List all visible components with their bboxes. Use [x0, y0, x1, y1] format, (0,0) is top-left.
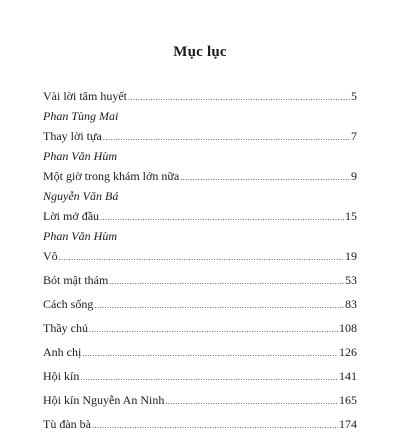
toc-entry-title: Bót mật thám [43, 273, 109, 287]
dot-leader [92, 416, 338, 436]
toc-page-number: 83 [345, 297, 357, 311]
toc-page-number: 53 [345, 273, 357, 287]
toc-page-number: 165 [339, 393, 357, 407]
toc-page-number: 9 [351, 169, 357, 183]
dot-leader [109, 272, 344, 292]
toc-entry-title: Vô [43, 249, 58, 263]
toc-entry [43, 414, 357, 434]
toc-page-number: 5 [351, 89, 357, 103]
toc-page-number: 108 [339, 321, 357, 335]
toc-entry [43, 246, 357, 266]
toc-entry [43, 166, 357, 186]
toc-entry [43, 390, 357, 410]
toc-entry [43, 318, 357, 338]
dot-leader [80, 368, 338, 388]
toc-page-number: 174 [339, 417, 357, 431]
toc-entry-title: Thầy chú [43, 321, 88, 335]
toc-entry-title: Tù đàn bà [43, 417, 91, 431]
toc-entry [43, 270, 357, 290]
toc-entry [43, 206, 357, 226]
toc-entry-author: Phan Văn Hùm [43, 229, 117, 243]
toc-page-number: 15 [345, 209, 357, 223]
page-title: Mục lục [173, 44, 227, 60]
dot-leader [89, 320, 338, 340]
dot-leader [59, 248, 344, 268]
dot-leader [103, 128, 350, 148]
toc-page-number: 126 [339, 345, 357, 359]
toc-entry-title: Thay lời tựa [43, 129, 102, 143]
dot-leader [180, 168, 350, 188]
toc-entry-title: Lời mở đầu [43, 209, 100, 223]
dot-leader [100, 208, 344, 228]
toc-entry-title: Hội kín Nguyễn An Ninh [43, 393, 165, 407]
toc-entry [43, 126, 357, 146]
toc-entry-title: Anh chị [43, 345, 82, 359]
table-of-contents [43, 86, 357, 434]
toc-entry [43, 342, 357, 362]
toc-entry-title: Một giờ trong khám lớn nữa [43, 169, 180, 183]
toc-entry-title: Cách sống [43, 297, 94, 311]
toc-entry [43, 366, 357, 386]
toc-entry-author: Nguyễn Văn Bá [43, 189, 119, 203]
toc-entry-title: Hội kín [43, 369, 80, 383]
toc-entry-author: Phan Văn Hùm [43, 149, 117, 163]
dot-leader [94, 296, 344, 316]
dot-leader [165, 392, 338, 412]
dot-leader [128, 88, 350, 108]
toc-entry [43, 294, 357, 314]
toc-page-number: 141 [339, 369, 357, 383]
toc-entry [43, 86, 357, 106]
toc-page-number: 7 [351, 129, 357, 143]
dot-leader [82, 344, 338, 364]
toc-entry-author: Phan Tùng Mai [43, 109, 119, 123]
toc-page-number: 19 [345, 249, 357, 263]
toc-entry-title: Vài lời tâm huyết [43, 89, 127, 103]
